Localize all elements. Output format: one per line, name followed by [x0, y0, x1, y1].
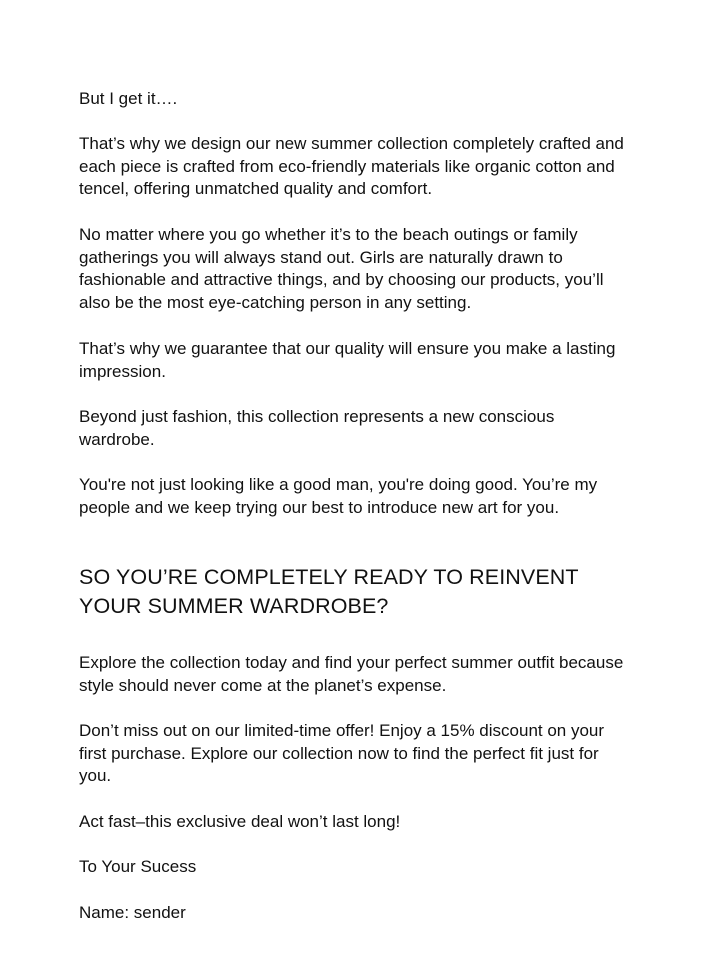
- paragraph-guarantee: [79, 338, 699, 383]
- text-line: style should never come at the planet’s expense.: [79, 675, 447, 695]
- text-line: Beyond just fashion, this collection represents a new conscious: [79, 407, 555, 426]
- paragraph-doing-good: [79, 474, 699, 519]
- text-line: Don’t miss out on our limited-time offer! Enjoy a 15% discount on your: [79, 721, 605, 740]
- text-line: people and we keep trying our best to introduce new art for you.: [79, 497, 560, 517]
- heading-line: YOUR SUMMER WARDROBE?: [79, 594, 389, 618]
- text-line: fashionable and attractive things, and by choosing our products, you’ll: [79, 270, 604, 290]
- text-line: wardrobe.: [79, 429, 155, 449]
- paragraph-explore: [79, 652, 699, 697]
- text-line: you.: [79, 766, 112, 786]
- section-heading: [79, 563, 699, 621]
- paragraph-stand-out: [79, 224, 699, 314]
- closing-line: To Your Sucess: [79, 857, 197, 876]
- text-line: Explore the collection today and find your perfect summer outfit because: [79, 653, 624, 672]
- paragraph-conscious: [79, 406, 699, 451]
- intro-line: But I get it….: [79, 89, 178, 108]
- paragraph-collection: [79, 133, 699, 201]
- text-line: first purchase. Explore our collection now to find the perfect fit just for: [79, 743, 599, 763]
- text-line: That’s why we design our new summer collection completely crafted and: [79, 134, 624, 153]
- text-line: also be the most eye-catching person in any setting.: [79, 292, 472, 312]
- text-line: impression.: [79, 361, 166, 381]
- paragraph-offer: [79, 720, 699, 788]
- text-line: No matter where you go whether it’s to the beach outings or family: [79, 225, 578, 244]
- text-line: tencel, offering unmatched quality and comfort.: [79, 179, 433, 199]
- text-line: That’s why we guarantee that our quality will ensure you make a lasting: [79, 339, 616, 358]
- paragraph-act-fast: Act fast–this exclusive deal won’t last long!: [79, 812, 401, 831]
- text-line: each piece is crafted from eco-friendly materials like organic cotton and: [79, 156, 615, 176]
- signature-line: Name: sender: [79, 903, 186, 922]
- text-line: gatherings you will always stand out. Girls are naturally drawn to: [79, 247, 563, 267]
- text-line: You're not just looking like a good man, you're doing good. You’re my: [79, 475, 598, 494]
- heading-line: SO YOU’RE COMPLETELY READY TO REINVENT: [79, 565, 579, 589]
